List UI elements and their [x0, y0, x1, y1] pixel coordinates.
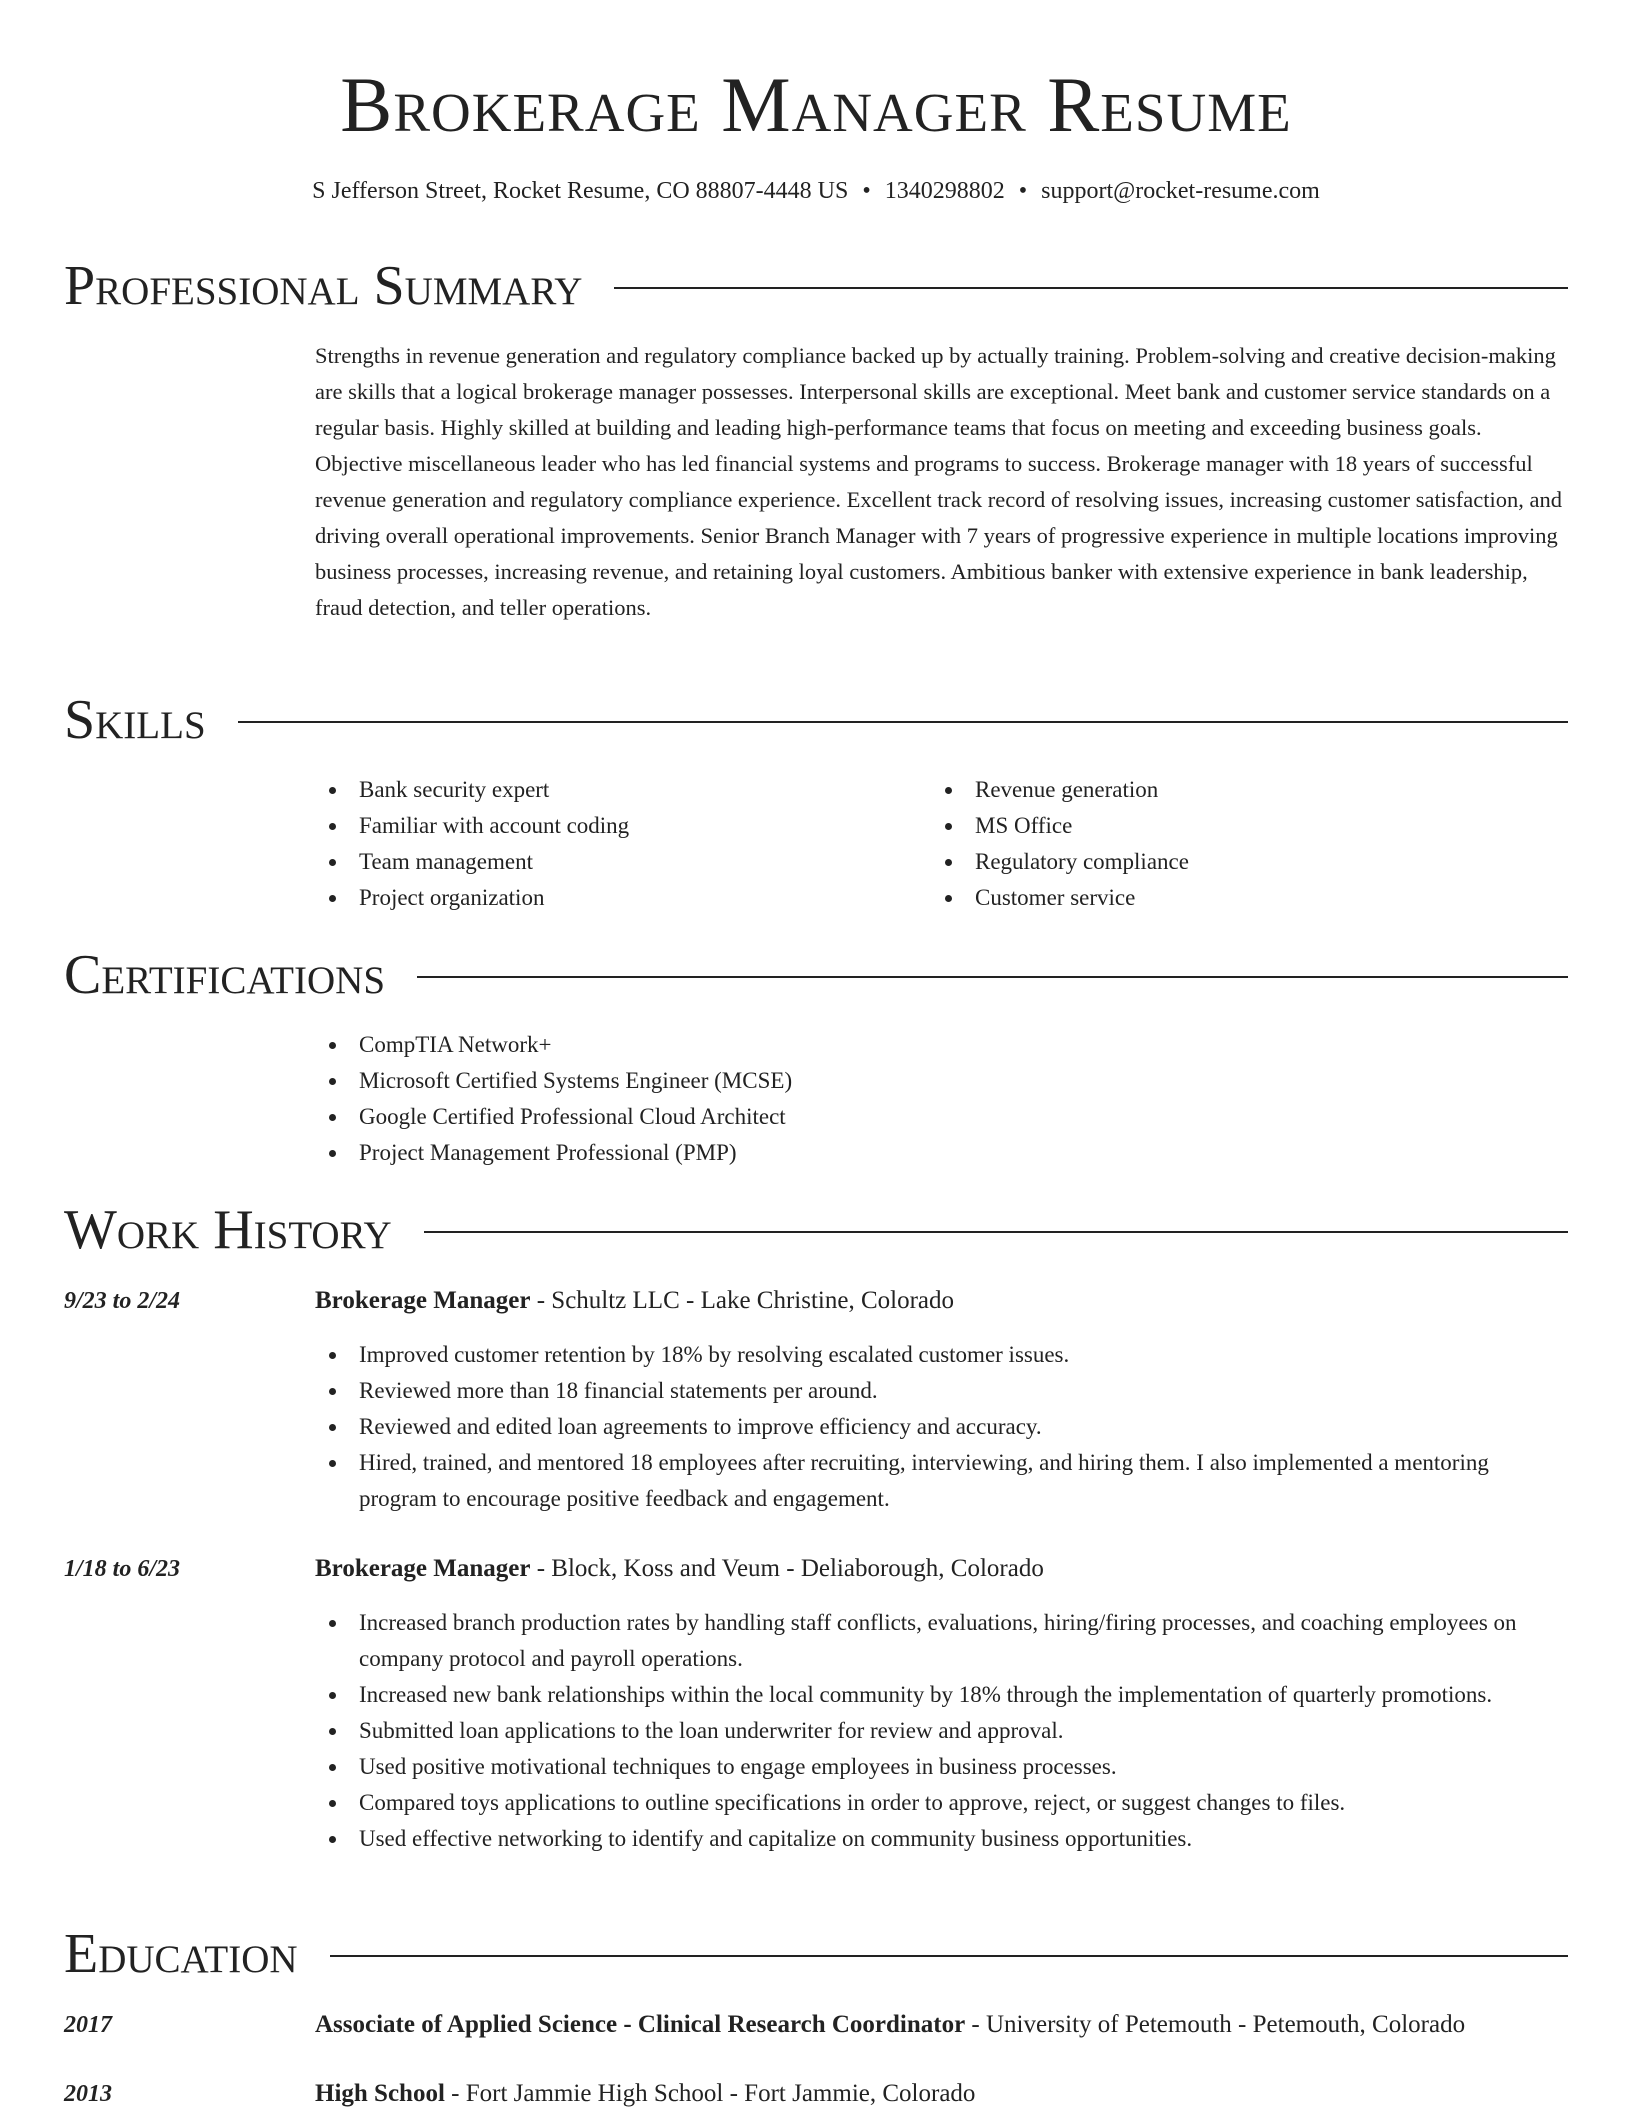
job-bullet: Reviewed and edited loan agreements to improve efficiency and accuracy.	[315, 1409, 1570, 1445]
job-bullet: Used effective networking to identify and capitalize on community business opportunities.	[315, 1821, 1570, 1857]
section-divider	[417, 976, 1568, 978]
skills-list-right	[931, 772, 1531, 916]
certification-item: CompTIA Network+	[315, 1027, 1570, 1063]
education-details: - University of Petemouth - Petemouth, Colorado	[965, 2011, 1466, 2038]
job-dates: 9/23 to 2/24	[64, 1288, 181, 1314]
certification-item: Project Management Professional (PMP)	[315, 1135, 1570, 1171]
section-title: Professional Summary	[64, 255, 583, 317]
section-heading-summary	[64, 254, 1568, 318]
skill-item: MS Office	[931, 808, 1531, 844]
job-bullets	[315, 1337, 1570, 1517]
job-bullet: Reviewed more than 18 financial statements per around.	[315, 1373, 1570, 1409]
job-details: - Block, Koss and Veum - Deliaborough, Colorado	[530, 1555, 1044, 1582]
education-degree: Associate of Applied Science - Clinical Research Coordinator	[315, 2011, 966, 2038]
job-role: Brokerage Manager	[315, 1287, 531, 1314]
section-title: Work History	[64, 1199, 392, 1261]
section-heading-certifications	[64, 943, 1568, 1007]
section-divider	[238, 721, 1568, 723]
job-bullet: Compared toys applications to outline specifications in order to approve, reject, or suggest changes to files.	[315, 1785, 1570, 1821]
education-year: 2017	[64, 2012, 112, 2038]
job-bullet: Hired, trained, and mentored 18 employees after recruiting, interviewing, and hiring them. I also implemented a mentoring program to encourage positive feedback and engagement.	[315, 1445, 1570, 1517]
skill-item: Bank security expert	[315, 772, 915, 808]
section-divider	[614, 287, 1568, 289]
skills-list-left	[315, 772, 915, 916]
section-divider	[424, 1231, 1568, 1233]
skill-item: Regulatory compliance	[931, 844, 1531, 880]
skill-item: Revenue generation	[931, 772, 1531, 808]
certification-item: Microsoft Certified Systems Engineer (MCSE)	[315, 1063, 1570, 1099]
job-bullet: Improved customer retention by 18% by resolving escalated customer issues.	[315, 1337, 1570, 1373]
contact-email: support@rocket-resume.com	[1041, 178, 1320, 204]
education-year: 2013	[64, 2081, 112, 2107]
contact-separator: •	[1018, 178, 1028, 204]
job-title	[315, 1551, 1570, 1587]
job-bullet: Submitted loan applications to the loan underwriter for review and approval.	[315, 1713, 1570, 1749]
job-bullet: Used positive motivational techniques to engage employees in business processes.	[315, 1749, 1570, 1785]
skill-item: Team management	[315, 844, 915, 880]
education-degree: High School	[315, 2080, 445, 2107]
skill-item: Familiar with account coding	[315, 808, 915, 844]
page-title: Brokerage Manager Resume	[340, 61, 1292, 148]
summary-text: Strengths in revenue generation and regulatory compliance backed up by actually training. Problem-solving and creative decision-making are skills that a logical brokerage manager possesses. Interpersonal skills are exceptional. Meet bank and customer service standards on a regular basis. Highly skilled at building and leading high-performance teams that focus on meeting and exceeding business goals. Objective miscellaneous leader who has led financial systems and programs to success. Brokerage manager with 18 years of successful revenue generation and regulatory compliance experience. Excellent track record of resolving issues, increasing customer satisfaction, and driving overall operational improvements. Senior Branch Manager with 7 years of progressive experience in multiple locations improving business processes, increasing revenue, and retaining loyal customers. Ambitious banker with extensive experience in bank leadership, fraud detection, and teller operations.	[315, 343, 1562, 620]
job-title	[315, 1283, 1570, 1319]
certifications-list	[315, 1027, 1570, 1171]
job-details: - Schultz LLC - Lake Christine, Colorado	[530, 1287, 954, 1314]
certification-item: Google Certified Professional Cloud Architect	[315, 1099, 1570, 1135]
section-title: Skills	[64, 689, 206, 751]
skill-item: Project organization	[315, 880, 915, 916]
section-title: Education	[64, 1923, 298, 1985]
education-details: - Fort Jammie High School - Fort Jammie, Colorado	[444, 2080, 976, 2107]
contact-separator: •	[862, 178, 871, 204]
job-dates: 1/18 to 6/23	[64, 1556, 181, 1582]
contact-line	[0, 176, 1632, 206]
section-heading-skills	[64, 688, 1568, 752]
section-heading-work-history	[64, 1198, 1568, 1262]
section-heading-education	[64, 1922, 1568, 1986]
section-divider	[330, 1955, 1568, 1957]
education-entry	[315, 2076, 1570, 2112]
education-entry	[315, 2007, 1570, 2043]
skill-item: Customer service	[931, 880, 1531, 916]
job-bullets	[315, 1605, 1570, 1857]
job-bullet: Increased new bank relationships within the local community by 18% through the implementation of quarterly promotions.	[315, 1677, 1570, 1713]
contact-address: S Jefferson Street, Rocket Resume, CO 88807-4448 US	[312, 178, 849, 204]
job-role: Brokerage Manager	[315, 1555, 531, 1582]
section-title: Certifications	[64, 944, 386, 1006]
contact-phone: 1340298802	[884, 178, 1005, 204]
job-bullet: Increased branch production rates by handling staff conflicts, evaluations, hiring/firing processes, and coaching employees on company protocol and payroll operations.	[315, 1605, 1570, 1677]
